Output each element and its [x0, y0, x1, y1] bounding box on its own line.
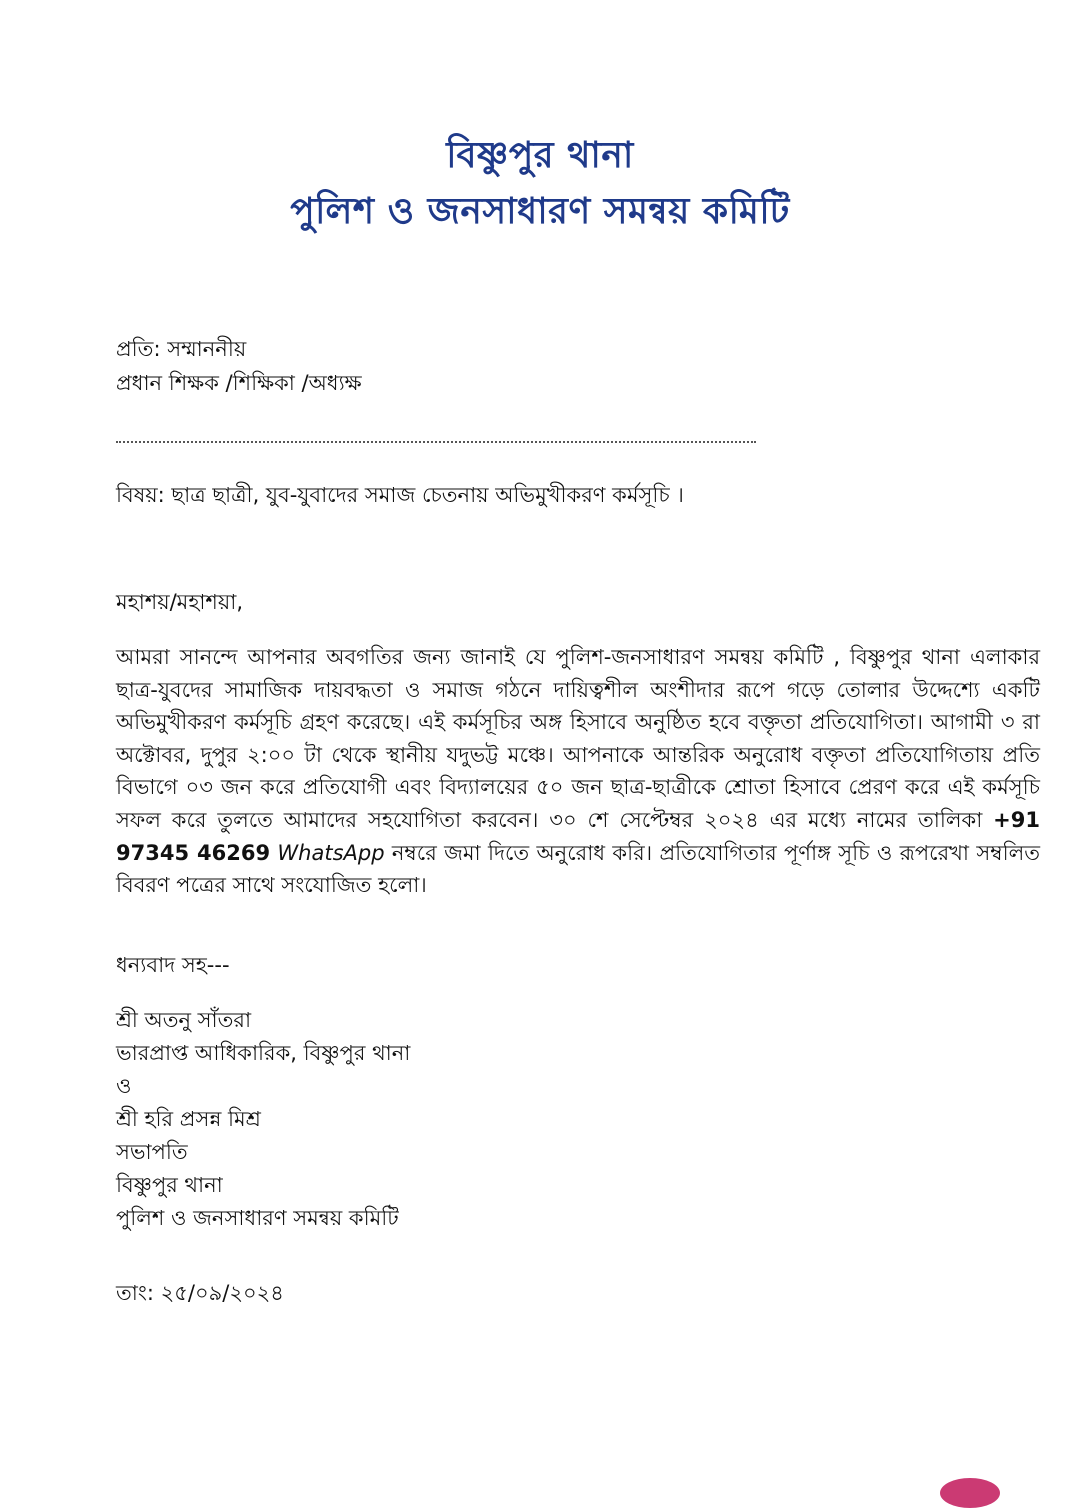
letter-body	[116, 641, 1040, 902]
signatory-2-org-line-1: বিষ্ণুপুর থানা	[116, 1173, 223, 1197]
body-text-part-1: আমরা সানন্দে আপনার অবগতির জন্য জানাই যে পুলিশ-জনসাধারণ সমন্বয় কমিটি , বিষ্ণুপুর থানা এলাকার ছাত্র-যুবদের সামাজিক দায়বদ্ধতা ও সমাজ গঠনে দায়িত্বশীল অংশীদার রূপে গড়ে তোলার উদ্দেশ্যে একটি অভিমুখীকরণ কর্মসূচি গ্রহণ করেছে। এই কর্মসূচির অঙ্গ হিসাবে অনুষ্ঠিত হবে বক্তৃতা প্রতিযোগিতা। আগামী ৩ রা অক্টোবর, দুপুর ২:০০ টা থেকে স্থানীয় যদুভট্ট মঞ্চে। আপনাকে আন্তরিক অনুরোধ বক্তৃতা প্রতিযোগিতায় প্রতি বিভাগে ০৩ জন করে প্রতিযোগী এবং বিদ্যালয়ের ৫০ জন ছাত্র-ছাত্রীকে শ্রোতা হিসাবে প্রেরণ করে এই কর্মসূচি সফল করে তুলতে আমাদের সহযোগিতা করবেন। ৩০ শে সেপ্টেম্বর ২০২৪ এর মধ্যে নামের তালিকা	[116, 645, 1040, 832]
recipient-line-2: প্রধান শিক্ষক /শিক্ষিকা /অধ্যক্ষ	[116, 371, 362, 395]
letterhead-station: বিষ্ণুপুর থানা	[446, 135, 634, 176]
signatory-2-name: শ্রী হরি প্রসন্ন মিশ্র	[116, 1107, 261, 1131]
letter-date: তাং: ২৫/০৯/২০২৪	[116, 1281, 284, 1305]
closing-line: ধন্যবাদ সহ---	[116, 953, 230, 977]
salutation: মহাশয়/মহাশয়া,	[116, 590, 243, 614]
whatsapp-label: WhatsApp	[277, 840, 385, 865]
signature-conjunction: ও	[116, 1074, 132, 1098]
recipient-block	[116, 332, 1040, 400]
subject-line: বিষয়: ছাত্র ছাত্রী, যুব-যুবাদের সমাজ চেতনায় অভিমুখীকরণ কর্মসূচি ।	[116, 483, 684, 507]
address-blank-line	[116, 441, 756, 443]
signature-block	[116, 1004, 1040, 1235]
corner-watermark-icon	[940, 1478, 1000, 1508]
letterhead-committee: পুলিশ ও জনসাধারণ সমন্বয় কমিটি	[290, 191, 790, 232]
recipient-line-1: প্রতি: সম্মাননীয়	[116, 337, 247, 361]
body-text-part-2: নম্বরে জমা দিতে অনুরোধ করি। প্রতিযোগিতার পূর্ণাঙ্গ সূচি ও রূপরেখা সম্বলিত বিবরণ পত্রের সাথে সংযোজিত হলো।	[116, 840, 1040, 898]
signatory-1-title: ভারপ্রাপ্ত আধিকারিক, বিষ্ণুপুর থানা	[116, 1041, 411, 1065]
signatory-1-name: শ্রী অতনু সাঁতরা	[116, 1008, 252, 1032]
phone-number: +91 97345 46269	[116, 807, 1040, 865]
signatory-2-title: সভাপতি	[116, 1140, 188, 1164]
letterhead	[0, 128, 1080, 240]
signatory-2-org-line-2: পুলিশ ও জনসাধারণ সমন্বয় কমিটি	[116, 1206, 399, 1230]
